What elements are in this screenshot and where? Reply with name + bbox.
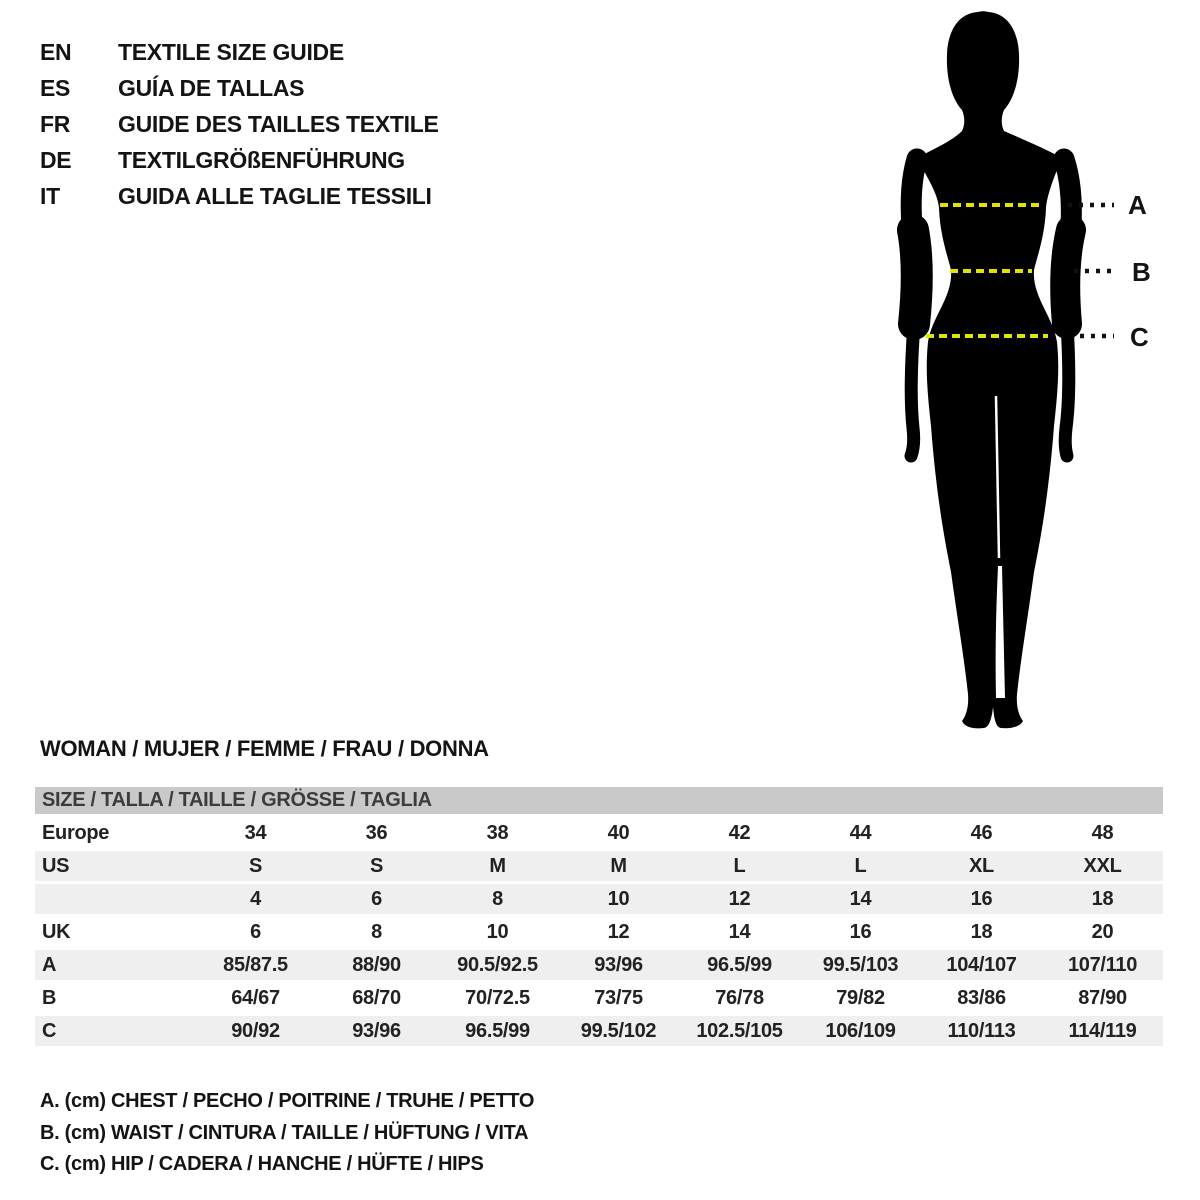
cell: S xyxy=(195,850,316,883)
cell: 48 xyxy=(1042,816,1163,850)
cell: 85/87.5 xyxy=(195,949,316,982)
cell: 110/113 xyxy=(921,1015,1042,1048)
table-row-us xyxy=(35,850,1163,883)
cell: 16 xyxy=(921,883,1042,916)
cell: 20 xyxy=(1042,916,1163,949)
woman-silhouette-figure xyxy=(860,0,1200,740)
row-label: UK xyxy=(35,916,195,949)
cell: 4 xyxy=(195,883,316,916)
cell: 70/72.5 xyxy=(437,982,558,1015)
row-label: Europe xyxy=(35,816,195,850)
guide-title: GUIDA ALLE TAGLIE TESSILI xyxy=(118,183,432,209)
right-arm-forearm xyxy=(1065,230,1071,324)
hip-label: C xyxy=(1130,322,1149,352)
cell: 102.5/105 xyxy=(679,1015,800,1048)
chest-label: A xyxy=(1128,190,1147,220)
cell: 99.5/103 xyxy=(800,949,921,982)
woman-silhouette xyxy=(917,11,1062,728)
cell: 79/82 xyxy=(800,982,921,1015)
size-table-header-row xyxy=(35,787,1163,816)
cell: 90/92 xyxy=(195,1015,316,1048)
language-row-es xyxy=(40,70,439,106)
cell: 87/90 xyxy=(1042,982,1163,1015)
row-label: C xyxy=(35,1015,195,1048)
row-label xyxy=(35,883,195,916)
cell: 73/75 xyxy=(558,982,679,1015)
table-row-us-numeric xyxy=(35,883,1163,916)
cell: 93/96 xyxy=(316,1015,437,1048)
table-row-hip-c xyxy=(35,1015,1163,1048)
cell: 8 xyxy=(316,916,437,949)
cell: 14 xyxy=(800,883,921,916)
cell: 18 xyxy=(1042,883,1163,916)
table-row-uk xyxy=(35,916,1163,949)
cell: 104/107 xyxy=(921,949,1042,982)
row-label: B xyxy=(35,982,195,1015)
cell: XL xyxy=(921,850,1042,883)
cell: 107/110 xyxy=(1042,949,1163,982)
language-row-en xyxy=(40,34,439,70)
left-arm-forearm xyxy=(913,230,917,324)
table-row-chest-a xyxy=(35,949,1163,982)
cell: 40 xyxy=(558,816,679,850)
cell: M xyxy=(437,850,558,883)
cell: 114/119 xyxy=(1042,1015,1163,1048)
cell: 42 xyxy=(679,816,800,850)
cell: 96.5/99 xyxy=(679,949,800,982)
language-title-list xyxy=(40,34,439,214)
cell: 44 xyxy=(800,816,921,850)
cell: 106/109 xyxy=(800,1015,921,1048)
language-row-fr xyxy=(40,106,439,142)
cell: 83/86 xyxy=(921,982,1042,1015)
legend-line-chest: A. (cm) CHEST / PECHO / POITRINE / TRUHE / PETTO xyxy=(40,1090,535,1112)
guide-title: GUÍA DE TALLAS xyxy=(118,75,305,101)
cell: 38 xyxy=(437,816,558,850)
language-code: IT xyxy=(40,183,60,209)
size-table xyxy=(35,787,1163,1049)
row-label: A xyxy=(35,949,195,982)
right-arm-hand xyxy=(1065,324,1069,456)
left-arm-hand xyxy=(911,324,914,456)
row-label: US xyxy=(35,850,195,883)
guide-title: TEXTILGRÖßENFÜHRUNG xyxy=(118,147,405,173)
cell: L xyxy=(679,850,800,883)
cell: 16 xyxy=(800,916,921,949)
section-title-woman: WOMAN / MUJER / FEMME / FRAU / DONNA xyxy=(40,736,489,761)
cell: 6 xyxy=(316,883,437,916)
language-row-it xyxy=(40,178,439,214)
cell: 46 xyxy=(921,816,1042,850)
guide-title: TEXTILE SIZE GUIDE xyxy=(118,39,344,65)
cell: 96.5/99 xyxy=(437,1015,558,1048)
cell: 10 xyxy=(437,916,558,949)
cell: 76/78 xyxy=(679,982,800,1015)
language-code: EN xyxy=(40,39,72,65)
legend-line-waist: B. (cm) WAIST / CINTURA / TAILLE / HÜFTUNG / VITA xyxy=(40,1121,529,1144)
table-row-europe xyxy=(35,816,1163,850)
legend-line-hip: C. (cm) HIP / CADERA / HANCHE / HÜFTE / HIPS xyxy=(40,1153,484,1175)
cell: M xyxy=(558,850,679,883)
cell: 68/70 xyxy=(316,982,437,1015)
cell: 10 xyxy=(558,883,679,916)
language-code: DE xyxy=(40,147,72,173)
measurement-legend xyxy=(40,1086,534,1181)
cell: 64/67 xyxy=(195,982,316,1015)
cell: 12 xyxy=(679,883,800,916)
size-table-header: SIZE / TALLA / TAILLE / GRÖSSE / TAGLIA xyxy=(35,787,1163,816)
waist-label: B xyxy=(1132,257,1151,287)
cell: 93/96 xyxy=(558,949,679,982)
cell: 6 xyxy=(195,916,316,949)
cell: L xyxy=(800,850,921,883)
cell: S xyxy=(316,850,437,883)
cell: XXL xyxy=(1042,850,1163,883)
cell: 8 xyxy=(437,883,558,916)
cell: 34 xyxy=(195,816,316,850)
guide-title: GUIDE DES TAILLES TEXTILE xyxy=(118,111,439,137)
cell: 36 xyxy=(316,816,437,850)
table-row-waist-b xyxy=(35,982,1163,1015)
cell: 99.5/102 xyxy=(558,1015,679,1048)
language-code: ES xyxy=(40,75,71,101)
cell: 14 xyxy=(679,916,800,949)
language-code: FR xyxy=(40,111,71,137)
cell: 12 xyxy=(558,916,679,949)
cell: 18 xyxy=(921,916,1042,949)
cell: 88/90 xyxy=(316,949,437,982)
language-row-de xyxy=(40,142,439,178)
cell: 90.5/92.5 xyxy=(437,949,558,982)
